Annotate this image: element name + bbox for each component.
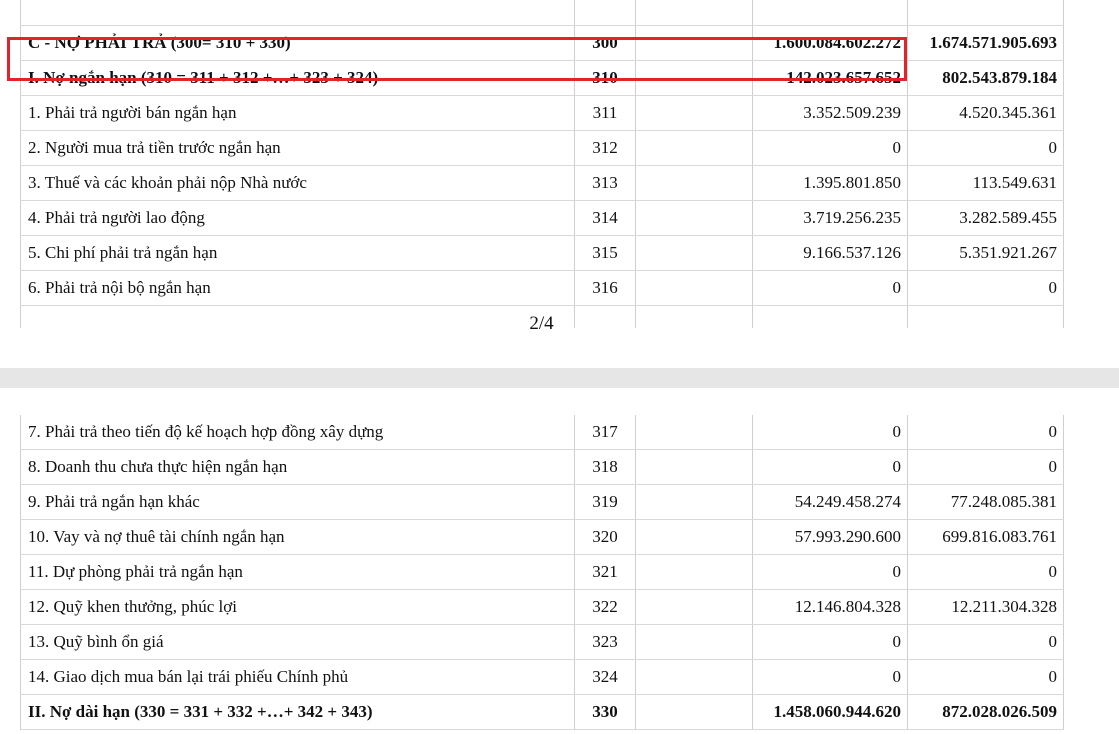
- row-value-begin-period: 0: [908, 660, 1064, 695]
- row-value-end-period: 3.719.256.235: [753, 201, 908, 236]
- row-note: [636, 166, 753, 201]
- row-label: II. Nợ dài hạn (330 = 331 + 332 +…+ 342 + 343): [21, 695, 575, 730]
- table-row: [21, 131, 1064, 166]
- row-value-begin-period: 113.549.631: [908, 166, 1064, 201]
- table-row: [21, 695, 1064, 730]
- row-value-begin-period: 4.520.345.361: [908, 96, 1064, 131]
- row-note: [636, 415, 753, 450]
- row-label: 1. Phải trả người bán ngắn hạn: [21, 96, 575, 131]
- row-value-end-period: 0: [753, 660, 908, 695]
- row-value-end-period: 57.993.290.600: [753, 520, 908, 555]
- table-row: [21, 61, 1064, 96]
- row-value-end-period: 0: [753, 415, 908, 450]
- balance-sheet-table-page-3: [20, 415, 1064, 730]
- table-row: [21, 201, 1064, 236]
- row-code: 312: [575, 131, 636, 166]
- row-value-end-period: 1.458.060.944.620: [753, 695, 908, 730]
- row-label: I. Nợ ngắn hạn (310 = 311 + 312 +…+ 323 + 324): [21, 61, 575, 96]
- row-note: [636, 450, 753, 485]
- row-value-begin-period: 3.282.589.455: [908, 201, 1064, 236]
- row-code: 311: [575, 96, 636, 131]
- row-note: [636, 625, 753, 660]
- row-value-begin-period: 0: [908, 271, 1064, 306]
- row-label: 13. Quỹ bình ổn giá: [21, 625, 575, 660]
- row-code: 321: [575, 555, 636, 590]
- row-value-end-period: 0: [753, 450, 908, 485]
- row-note: [636, 660, 753, 695]
- row-value-begin-period: 0: [908, 131, 1064, 166]
- row-label: 14. Giao dịch mua bán lại trái phiếu Chính phủ: [21, 660, 575, 695]
- table-row: [21, 166, 1064, 201]
- row-note: [636, 695, 753, 730]
- row-code: 318: [575, 450, 636, 485]
- row-note: [636, 520, 753, 555]
- row-code: 322: [575, 590, 636, 625]
- row-value-begin-period: 0: [908, 555, 1064, 590]
- row-value-begin-period: 5.351.921.267: [908, 236, 1064, 271]
- row-value-end-period: 0: [753, 131, 908, 166]
- row-code: 314: [575, 201, 636, 236]
- row-note: [636, 26, 753, 61]
- row-note: [636, 590, 753, 625]
- table-row: [21, 520, 1064, 555]
- row-label: 2. Người mua trả tiền trước ngắn hạn: [21, 131, 575, 166]
- row-value-begin-period: 77.248.085.381: [908, 485, 1064, 520]
- table-row: [21, 271, 1064, 306]
- row-value-end-period: 54.249.458.274: [753, 485, 908, 520]
- row-value-begin-period: 699.816.083.761: [908, 520, 1064, 555]
- row-note: [636, 131, 753, 166]
- row-code: 319: [575, 485, 636, 520]
- row-value-end-period: 9.166.537.126: [753, 236, 908, 271]
- row-code: 320: [575, 520, 636, 555]
- row-code: 315: [575, 236, 636, 271]
- table-row: [21, 26, 1064, 61]
- table-row: [21, 450, 1064, 485]
- row-value-begin-period: 802.543.879.184: [908, 61, 1064, 96]
- table-row: [21, 415, 1064, 450]
- row-value-end-period: 3.352.509.239: [753, 96, 908, 131]
- row-value-begin-period: 12.211.304.328: [908, 590, 1064, 625]
- row-note: [636, 236, 753, 271]
- row-label: C - NỢ PHẢI TRẢ (300= 310 + 330): [21, 26, 575, 61]
- row-note: [636, 555, 753, 590]
- row-value-end-period: 12.146.804.328: [753, 590, 908, 625]
- row-value-end-period: 1.600.084.602.272: [753, 26, 908, 61]
- row-label: 7. Phải trả theo tiến độ kế hoạch hợp đồng xây dựng: [21, 415, 575, 450]
- row-code: 330: [575, 695, 636, 730]
- row-label: 5. Chi phí phải trả ngắn hạn: [21, 236, 575, 271]
- table-row: [21, 625, 1064, 660]
- row-code: 310: [575, 61, 636, 96]
- row-value-end-period: 142.023.657.652: [753, 61, 908, 96]
- row-value-begin-period: 0: [908, 415, 1064, 450]
- row-note: [636, 61, 753, 96]
- row-code: 317: [575, 415, 636, 450]
- table-row: [21, 96, 1064, 131]
- page-separator: [0, 368, 1119, 388]
- table-row: [21, 555, 1064, 590]
- row-value-begin-period: 872.028.026.509: [908, 695, 1064, 730]
- row-code: 324: [575, 660, 636, 695]
- table-row: [21, 660, 1064, 695]
- balance-sheet-table-page-2: [20, 0, 1064, 328]
- row-note: [636, 201, 753, 236]
- row-note: [636, 271, 753, 306]
- row-label: 8. Doanh thu chưa thực hiện ngắn hạn: [21, 450, 575, 485]
- row-value-end-period: 0: [753, 555, 908, 590]
- table-row-partial-top: [21, 0, 1064, 26]
- row-value-begin-period: 1.674.571.905.693: [908, 26, 1064, 61]
- table-row: [21, 485, 1064, 520]
- row-code: 316: [575, 271, 636, 306]
- row-label: 3. Thuế và các khoản phải nộp Nhà nước: [21, 166, 575, 201]
- table-row: [21, 590, 1064, 625]
- page-number: 2/4: [529, 313, 554, 334]
- document-page-3: [0, 388, 1119, 734]
- row-label: 10. Vay và nợ thuê tài chính ngắn hạn: [21, 520, 575, 555]
- row-code: 323: [575, 625, 636, 660]
- row-label: 4. Phải trả người lao động: [21, 201, 575, 236]
- row-value-begin-period: 0: [908, 450, 1064, 485]
- row-note: [636, 485, 753, 520]
- table-row: [21, 236, 1064, 271]
- row-note: [636, 96, 753, 131]
- row-code: 300: [575, 26, 636, 61]
- row-label: 12. Quỹ khen thưởng, phúc lợi: [21, 590, 575, 625]
- row-value-end-period: 0: [753, 271, 908, 306]
- row-code: 313: [575, 166, 636, 201]
- row-value-begin-period: 0: [908, 625, 1064, 660]
- row-label: 11. Dự phòng phải trả ngắn hạn: [21, 555, 575, 590]
- row-label: 9. Phải trả ngắn hạn khác: [21, 485, 575, 520]
- row-value-end-period: 0: [753, 625, 908, 660]
- row-value-end-period: 1.395.801.850: [753, 166, 908, 201]
- row-label: 6. Phải trả nội bộ ngắn hạn: [21, 271, 575, 306]
